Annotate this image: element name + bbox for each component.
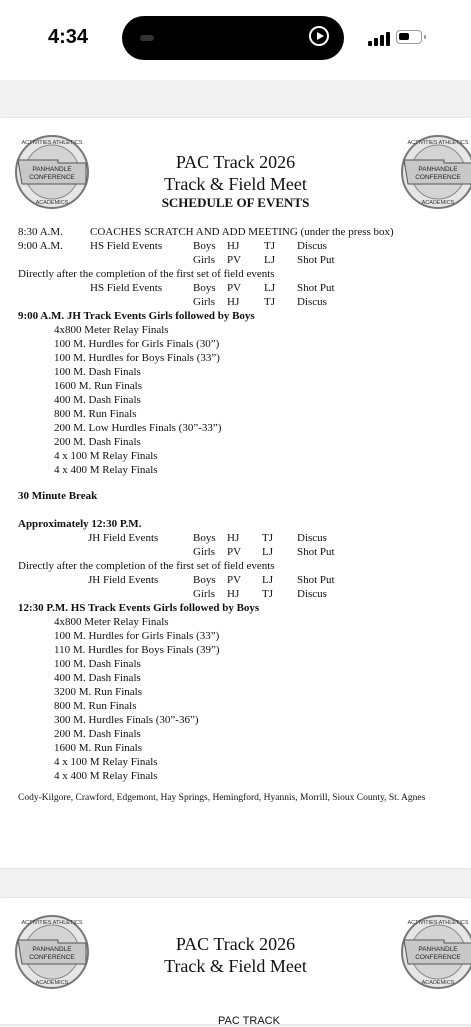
- list-item: 200 M. Low Hurdles Finals (30”-33”): [54, 422, 222, 434]
- logo-center-text-1: PANHANDLE: [418, 166, 458, 173]
- section-heading: 12:30 P.M. HS Track Events Girls followed by Boys: [18, 602, 260, 614]
- list-item: 100 M. Hurdles for Boys Finals (33”): [54, 352, 220, 364]
- row-label: HS Field Events: [90, 282, 163, 294]
- row-text: Directly after the completion of the first set of field events: [18, 268, 275, 280]
- dynamic-island[interactable]: [122, 16, 344, 60]
- cell: TJ: [262, 532, 273, 544]
- list-item: 100 M. Dash Finals: [54, 658, 141, 670]
- list-item: 1600 M. Run Finals: [54, 380, 143, 392]
- cell: HJ: [227, 588, 240, 600]
- cell: Girls: [193, 588, 215, 600]
- cell: Boys: [193, 574, 216, 586]
- row-time: 8:30 A.M.: [18, 226, 63, 238]
- list-item: 800 M. Run Finals: [54, 408, 137, 420]
- logo-top-text: ACTIVITIES ATHLETICS: [21, 920, 83, 926]
- screen-recording-icon: [309, 26, 329, 46]
- cell: LJ: [264, 254, 275, 266]
- list-item: 4x800 Meter Relay Finals: [54, 324, 169, 336]
- page-title-line2: Track & Field Meet: [164, 956, 307, 976]
- cell: Shot Put: [297, 546, 335, 558]
- logo-center-text-1: PANHANDLE: [32, 166, 72, 173]
- list-item: 400 M. Dash Finals: [54, 394, 141, 406]
- logo-bottom-text: ACADEMICS: [35, 200, 69, 206]
- cell: Discus: [297, 532, 327, 544]
- logo-bottom-text: ACADEMICS: [421, 200, 455, 206]
- list-item: 200 M. Dash Finals: [54, 436, 141, 448]
- row-text: COACHES SCRATCH AND ADD MEETING (under the press box): [90, 226, 394, 238]
- cell: PV: [227, 254, 242, 266]
- row-label: JH Field Events: [88, 574, 159, 586]
- logo-center-text-2: CONFERENCE: [29, 174, 75, 181]
- list-item: 100 M. Dash Finals: [54, 366, 141, 378]
- cell: LJ: [262, 574, 273, 586]
- cell: TJ: [264, 296, 275, 308]
- cell: Discus: [297, 588, 327, 600]
- cell: Boys: [193, 532, 216, 544]
- section-heading: Approximately 12:30 P.M.: [18, 518, 142, 530]
- document-page-2: [0, 898, 471, 1027]
- logo-bottom-text: ACADEMICS: [421, 980, 455, 986]
- logo-center-text-1: PANHANDLE: [418, 946, 458, 953]
- logo-top-text: ACTIVITIES ATHLETICS: [407, 140, 469, 146]
- page-title-line2: Track & Field Meet: [164, 174, 307, 194]
- cell: Shot Put: [297, 574, 335, 586]
- list-item: 4 x 100 M Relay Finals: [54, 756, 158, 768]
- cell: Discus: [297, 240, 327, 252]
- page-title: PAC Track 2026: [175, 152, 296, 172]
- break-heading: 30 Minute Break: [18, 490, 98, 502]
- cell: Shot Put: [297, 254, 335, 266]
- list-item: 110 M. Hurdles for Boys Finals (39”): [54, 644, 220, 656]
- cell: PV: [227, 546, 242, 558]
- logo-bottom-text: ACADEMICS: [35, 980, 69, 986]
- status-time: 4:34: [48, 26, 89, 48]
- list-item: 800 M. Run Finals: [54, 700, 137, 712]
- cell: PV: [227, 574, 242, 586]
- status-bar: [0, 0, 471, 80]
- cell: LJ: [264, 282, 275, 294]
- cell: Shot Put: [297, 282, 335, 294]
- battery-icon: [396, 30, 422, 44]
- row-text: Directly after the completion of the first set of field events: [18, 560, 275, 572]
- list-item: 4x800 Meter Relay Finals: [54, 616, 169, 628]
- cell: TJ: [262, 588, 273, 600]
- page-title: PAC Track 2026: [175, 934, 296, 954]
- cell: PV: [227, 282, 242, 294]
- list-item: 3200 M. Run Finals: [54, 686, 143, 698]
- cell: Boys: [193, 282, 216, 294]
- section-heading: 9:00 A.M. JH Track Events Girls followed by Boys: [18, 310, 255, 322]
- list-item: 300 M. Hurdles Finals (30”-36”): [54, 714, 199, 726]
- cell: Boys: [193, 240, 216, 252]
- logo-center-text-2: CONFERENCE: [415, 954, 461, 961]
- list-item: 100 M. Hurdles for Girls Finals (33”): [54, 630, 220, 642]
- logo-top-text: ACTIVITIES ATHLETICS: [407, 920, 469, 926]
- cell: LJ: [262, 546, 273, 558]
- row-label: JH Field Events: [88, 532, 159, 544]
- cell: Girls: [193, 296, 215, 308]
- cell: TJ: [264, 240, 275, 252]
- list-item: 200 M. Dash Finals: [54, 728, 141, 740]
- schedule-subtitle: SCHEDULE OF EVENTS: [161, 195, 310, 210]
- list-item: 1600 M. Run Finals: [54, 742, 143, 754]
- cell: HJ: [227, 296, 240, 308]
- logo-center-text-2: CONFERENCE: [415, 174, 461, 181]
- logo-top-text: ACTIVITIES ATHLETICS: [21, 140, 83, 146]
- document-page: [0, 118, 471, 868]
- cellular-signal-icon: [368, 30, 392, 46]
- cell: Girls: [193, 254, 215, 266]
- cut-off-heading: PAC TRACK: [218, 1015, 280, 1027]
- cell: HJ: [227, 240, 240, 252]
- row-time: 9:00 A.M.: [18, 240, 63, 252]
- list-item: 400 M. Dash Finals: [54, 672, 141, 684]
- list-item: 4 x 100 M Relay Finals: [54, 450, 158, 462]
- schools-list: Cody-Kilgore, Crawford, Edgemont, Hay Springs, Hemingford, Hyannis, Morrill, Sioux County, St. Agnes: [18, 793, 426, 803]
- cell: Girls: [193, 546, 215, 558]
- list-item: 4 x 400 M Relay Finals: [54, 770, 158, 782]
- logo-center-text-1: PANHANDLE: [32, 946, 72, 953]
- cell: HJ: [227, 532, 240, 544]
- activity-indicator-icon: [140, 35, 154, 41]
- cell: Discus: [297, 296, 327, 308]
- list-item: 100 M. Hurdles for Girls Finals (30”): [54, 338, 220, 350]
- logo-center-text-2: CONFERENCE: [29, 954, 75, 961]
- row-label: HS Field Events: [90, 240, 163, 252]
- list-item: 4 x 400 M Relay Finals: [54, 464, 158, 476]
